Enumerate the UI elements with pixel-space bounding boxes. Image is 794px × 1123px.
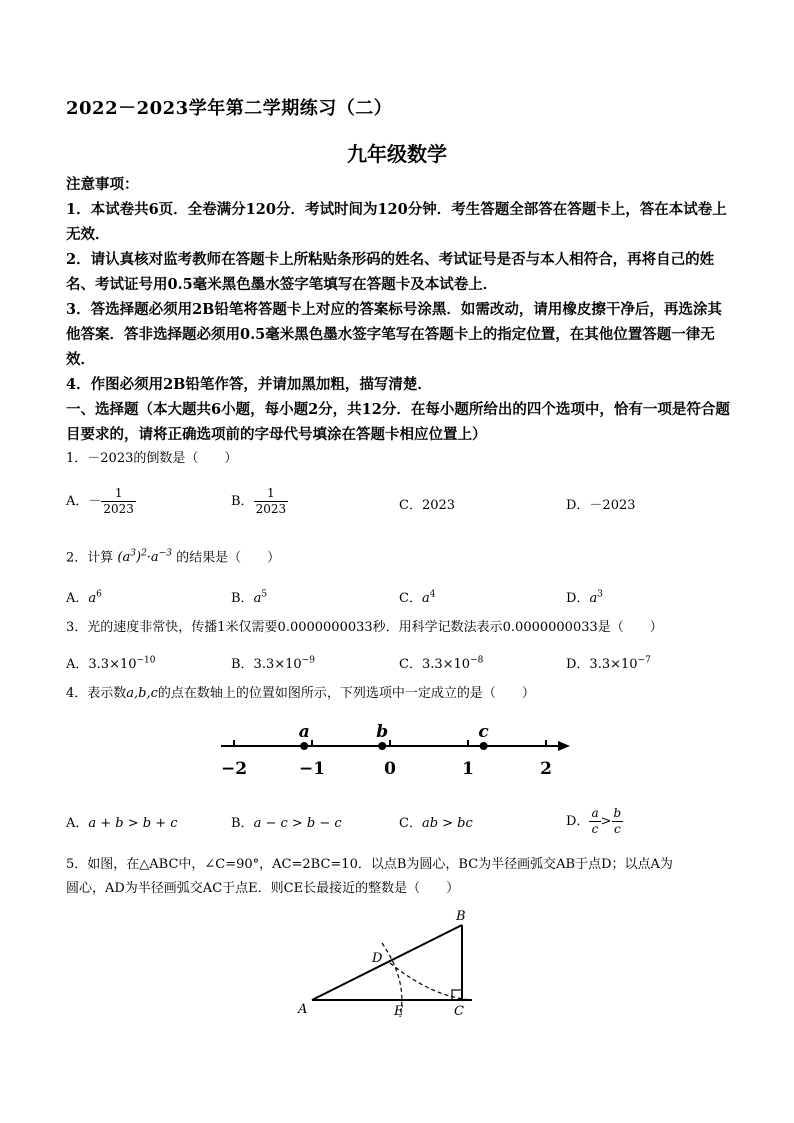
option-d — [566, 806, 623, 837]
number-line-figure — [215, 716, 575, 780]
stem-text: 的结果是（ ） — [176, 550, 281, 566]
numerator: 1 — [254, 486, 289, 502]
option-label: B． — [231, 591, 254, 606]
option-label: B． — [231, 494, 254, 509]
numerator: a — [591, 806, 599, 820]
denominator: c — [613, 822, 621, 836]
denominator: 2023 — [103, 502, 134, 516]
question-3-options — [66, 653, 730, 677]
label-e: E — [394, 1004, 404, 1019]
label-b: B — [456, 909, 466, 924]
option-expression: a + b > b + c — [88, 816, 178, 831]
number-point-label: c — [478, 722, 489, 742]
question-2-options — [66, 587, 730, 611]
option-label: A． — [66, 816, 89, 831]
option-label: A．－ — [66, 494, 102, 509]
label-d: D — [372, 951, 383, 966]
option-label: D． — [566, 591, 590, 606]
operator: > — [600, 814, 612, 829]
option-c — [399, 653, 483, 672]
notice-item: 1．本试卷共6页．全卷满分120分．考试时间为120分钟．考生答题全部答在答题卡上，答在本试卷上无效． — [66, 201, 727, 243]
notice-item: 2．请认真核对监考教师在答题卡上所粘贴条形码的姓名、考试证号是否与本人相符合，再将自己的姓名、考试证号用0.5毫米黑色墨水签字笔填写在答题卡及本试卷上． — [66, 251, 715, 293]
question-2-stem — [66, 544, 730, 568]
stem-text: 2．计算 — [66, 550, 114, 566]
option-b — [231, 486, 288, 517]
stem-text: 的点在数轴上的位置如图所示，下列选项中一定成立的是（ ） — [157, 686, 535, 701]
exponent: 4 — [429, 589, 436, 600]
axis-tick-label: −2 — [220, 759, 248, 779]
fraction — [101, 486, 136, 517]
label-a: A — [298, 1002, 308, 1017]
option-label: B．3.3×10 — [231, 657, 302, 672]
option-label: D．3.3×10 — [566, 657, 638, 672]
notice-section — [66, 172, 730, 447]
math-variables: a,b,c — [126, 686, 158, 701]
option-label: A．3.3×10 — [66, 657, 137, 672]
exponent: 3 — [597, 589, 603, 600]
option-label: C．3.3×10 — [399, 657, 471, 672]
exam-title: 2022－2023学年第二学期练习（二） — [66, 98, 393, 119]
axis-tick-label: 1 — [462, 759, 474, 779]
notice-item: 3．答选择题必须用2B铅笔将答题卡上对应的答案标号涂黑．如需改动，请用橡皮擦干净后，再选涂其他答案．答非选择题必须用0.5毫米黑色墨水签字笔写在答题卡上的指定位置，在其他位置答题一律无效． — [66, 301, 722, 368]
option-b — [231, 812, 342, 831]
number-point — [378, 742, 386, 750]
stem-text: 4．表示数 — [66, 686, 127, 701]
number-point-label: a — [298, 722, 310, 742]
option-c: C．$a^4$ — [399, 589, 436, 606]
option-a — [66, 486, 136, 517]
option-label: C． — [399, 591, 422, 606]
exponent: 5 — [261, 589, 268, 600]
exponent: −10 — [136, 655, 156, 666]
axis-tick-label: −1 — [298, 759, 326, 779]
option-d: D．－2023 — [566, 498, 636, 513]
label-c: C — [454, 1004, 464, 1019]
number-point-label: b — [376, 722, 389, 742]
question-5-stem-line-1: 5．如图，在△ABC中，∠C=90°，AC=2BC=10．以点B为圆心，BC为半径画弧交AB于点D；以点A为 — [66, 857, 673, 872]
question-4-options — [66, 806, 730, 842]
arc-from-b — [390, 963, 472, 1000]
question-3-stem: 3．光的速度非常快，传播1米仅需要0.0000000033秒．用科学记数法表示0.0000000033是（ ） — [66, 620, 663, 635]
exponent: −8 — [470, 655, 484, 666]
option-b: B．$a^5$ — [231, 589, 268, 606]
denominator: 2023 — [255, 502, 287, 516]
number-point — [480, 742, 488, 750]
numerator: 1 — [101, 486, 136, 502]
option-a: A．$a^6$ — [66, 589, 102, 606]
notice-heading: 注意事项： — [66, 176, 139, 193]
exponent: −7 — [637, 655, 651, 666]
fraction — [254, 486, 289, 517]
arrow-head-icon — [558, 741, 570, 751]
section-heading: 一、选择题（本大题共6小题，每小题2分，共12分．在每小题所给出的四个选项中，恰有一项是符合题目要求的，请将正确选项前的字母代号填涂在答题卡相应位置上） — [66, 401, 730, 443]
option-d — [566, 653, 651, 672]
exponent: −9 — [301, 655, 315, 666]
option-a — [66, 653, 156, 672]
triangle-figure — [290, 905, 490, 1020]
question-1-options — [66, 486, 730, 516]
denominator: c — [591, 822, 599, 836]
option-label: B． — [231, 816, 254, 831]
fraction — [612, 806, 624, 837]
option-b — [231, 653, 315, 672]
option-d: D．$a^3$ — [566, 589, 603, 606]
option-c — [399, 812, 473, 831]
option-label: D． — [566, 814, 590, 829]
question-4-stem — [66, 684, 730, 704]
axis-tick-label: 2 — [540, 759, 552, 779]
number-point — [300, 742, 308, 750]
option-c: C．2023 — [399, 498, 456, 513]
numerator: b — [613, 806, 622, 820]
option-a — [66, 812, 178, 831]
fraction — [589, 806, 600, 837]
question-5-stem-line-2: 圆心，AD为半径画弧交AC于点E．则CE长最接近的整数是（ ） — [66, 881, 460, 896]
option-label: A． — [66, 591, 89, 606]
axis-tick-label: 0 — [384, 759, 396, 779]
option-expression: ab > bc — [421, 816, 473, 831]
exponent: 6 — [96, 589, 102, 600]
question-1-stem: 1．－2023的倒数是（ ） — [66, 451, 238, 466]
option-label: C． — [399, 816, 422, 831]
math-expression: $(a^3)^2\cdot a^{-3}$ — [117, 549, 172, 566]
notice-item: 4．作图必须用2B铅笔作答，并请加黑加粗，描写清楚． — [66, 376, 432, 393]
side-ab — [312, 925, 462, 1000]
exam-subtitle: 九年级数学 — [347, 142, 447, 166]
option-expression: a − c > b − c — [253, 816, 342, 831]
